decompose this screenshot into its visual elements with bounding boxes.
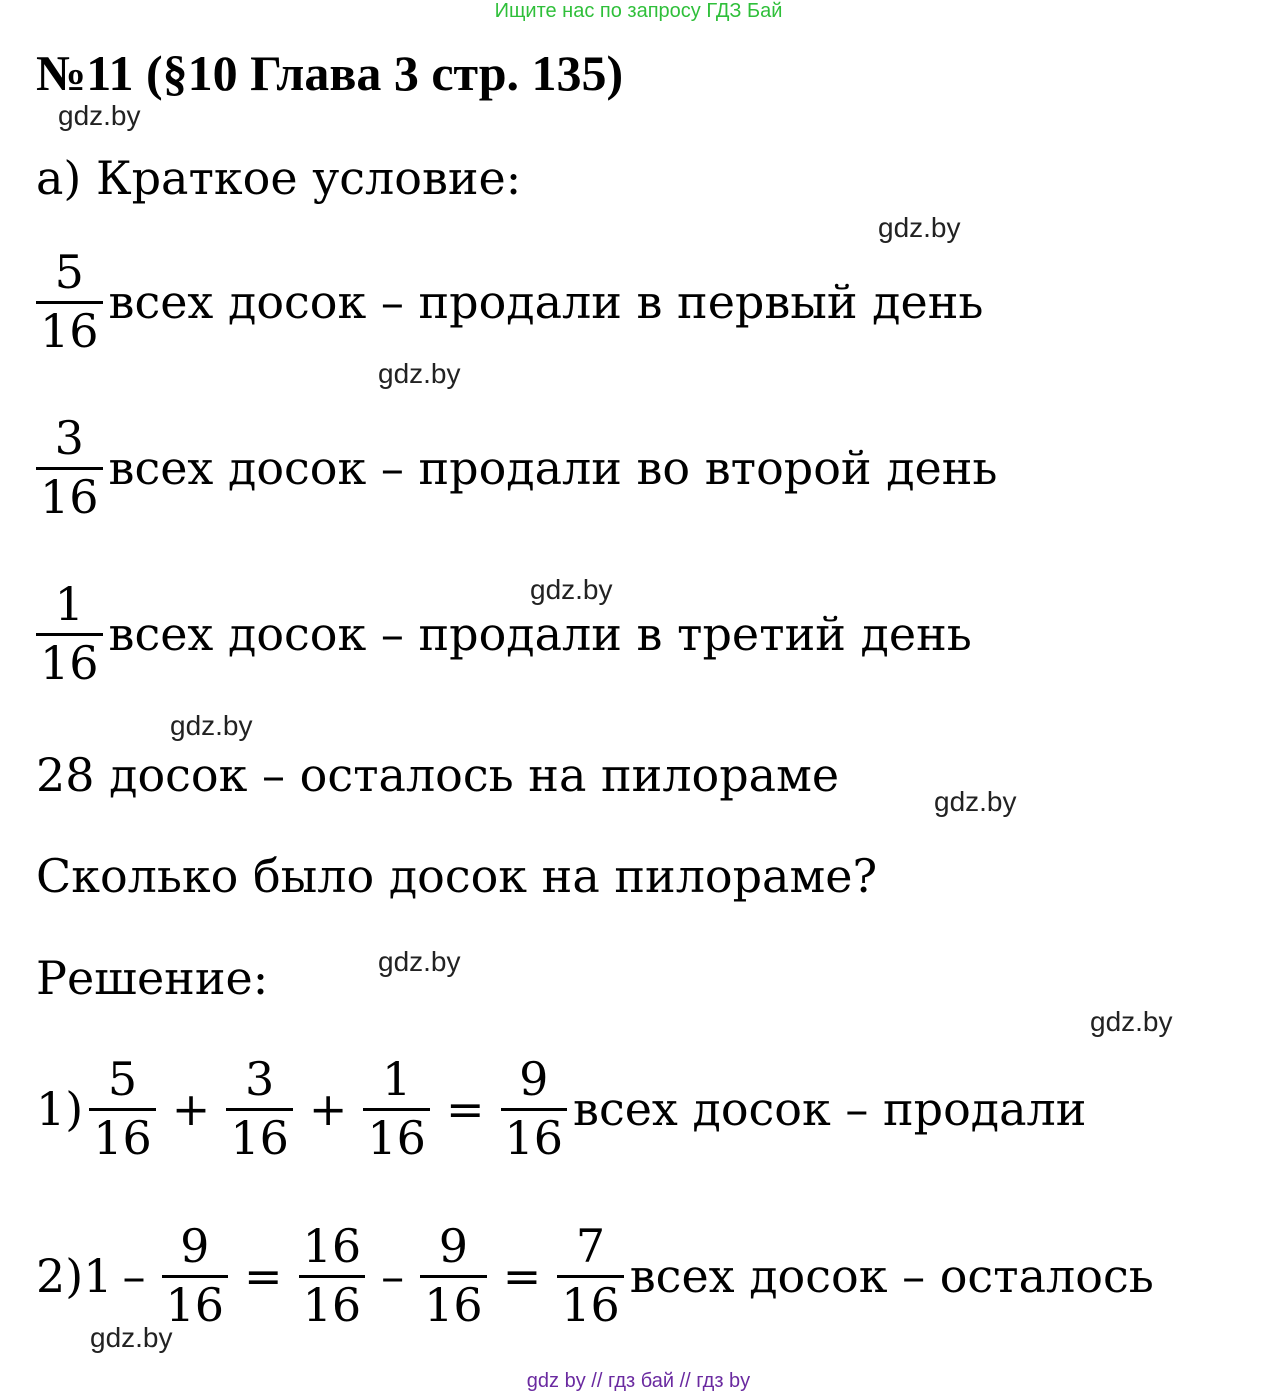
step-number: 2) bbox=[36, 1249, 84, 1304]
fraction bbox=[36, 245, 103, 358]
fraction-result bbox=[557, 1219, 624, 1332]
plus-sign: + bbox=[308, 1082, 348, 1137]
numerator: 16 bbox=[302, 1219, 362, 1273]
numerator: 9 bbox=[180, 1219, 210, 1273]
numerator: 7 bbox=[575, 1219, 606, 1273]
condition-row bbox=[30, 245, 984, 358]
condition-text: всех досок – продали в третий день bbox=[108, 607, 972, 662]
solution-step-2 bbox=[36, 1219, 1154, 1332]
denominator: 16 bbox=[40, 635, 99, 690]
step-text: всех досок – осталось bbox=[629, 1249, 1154, 1304]
denominator: 16 bbox=[165, 1277, 225, 1332]
watermark: gdz.by bbox=[934, 786, 1017, 817]
step-number: 1) bbox=[36, 1082, 84, 1137]
condition-row bbox=[30, 411, 998, 524]
whole-one: 1 bbox=[83, 1249, 113, 1304]
watermark: gdz.by bbox=[170, 710, 253, 741]
numerator: 3 bbox=[54, 411, 84, 465]
equals-sign: = bbox=[502, 1249, 542, 1304]
watermark: gdz.by bbox=[90, 1322, 173, 1353]
denominator: 16 bbox=[40, 303, 99, 358]
fraction bbox=[36, 577, 103, 690]
step-text: всех досок – продали bbox=[573, 1082, 1087, 1137]
watermark: gdz.by bbox=[530, 574, 613, 605]
remaining-text: 28 досок – осталось на пилораме bbox=[36, 748, 840, 802]
denominator: 16 bbox=[230, 1110, 289, 1165]
footer-links[interactable]: gdz by // гдз бай // гдз by bbox=[526, 1370, 751, 1392]
watermark: gdz.by bbox=[378, 946, 461, 977]
part-a-label bbox=[36, 151, 522, 205]
condition-text: всех досок – продали в первый день bbox=[108, 275, 984, 330]
solution-label bbox=[36, 951, 269, 1005]
equals-sign: = bbox=[244, 1249, 283, 1304]
numerator: 9 bbox=[519, 1052, 549, 1106]
watermark: gdz.by bbox=[1090, 1006, 1173, 1037]
fraction bbox=[420, 1219, 487, 1332]
solution-text: Решение: bbox=[36, 951, 269, 1005]
fraction bbox=[363, 1052, 430, 1165]
part-a-text: а) Краткое условие: bbox=[36, 151, 522, 205]
denominator: 16 bbox=[424, 1277, 483, 1332]
numerator: 5 bbox=[107, 1052, 138, 1106]
problem-title: №11 (§10 Глава 3 стр. 135) bbox=[36, 45, 624, 101]
denominator: 16 bbox=[302, 1277, 362, 1332]
numerator: 1 bbox=[54, 577, 84, 631]
fraction-result bbox=[501, 1052, 568, 1165]
denominator: 16 bbox=[93, 1110, 152, 1165]
question bbox=[36, 849, 878, 903]
condition-text: всех досок – продали во второй день bbox=[108, 441, 998, 496]
watermark: gdz.by bbox=[378, 358, 461, 389]
condition-row bbox=[30, 577, 972, 690]
fraction bbox=[36, 411, 103, 524]
numerator: 1 bbox=[382, 1052, 412, 1106]
minus-sign: – bbox=[381, 1249, 405, 1304]
header-search-hint[interactable]: Ищите нас по запросу ГДЗ Бай bbox=[494, 0, 783, 22]
numerator: 5 bbox=[54, 245, 84, 299]
denominator: 16 bbox=[367, 1110, 426, 1165]
watermark: gdz.by bbox=[58, 100, 141, 131]
denominator: 16 bbox=[40, 469, 99, 524]
fraction bbox=[226, 1052, 293, 1165]
numerator: 9 bbox=[438, 1219, 469, 1273]
question-text: Сколько было досок на пилораме? bbox=[36, 849, 878, 903]
watermark: gdz.by bbox=[878, 212, 961, 243]
fraction bbox=[299, 1219, 366, 1332]
equals-sign: = bbox=[445, 1082, 485, 1137]
solution-step-1 bbox=[36, 1052, 1087, 1165]
numerator: 3 bbox=[244, 1052, 275, 1106]
fraction bbox=[162, 1219, 229, 1332]
denominator: 16 bbox=[504, 1110, 564, 1165]
plus-sign: + bbox=[171, 1082, 211, 1137]
denominator: 16 bbox=[561, 1277, 620, 1332]
minus-sign: – bbox=[122, 1249, 146, 1304]
fraction bbox=[89, 1052, 156, 1165]
remaining-boards bbox=[36, 748, 840, 802]
